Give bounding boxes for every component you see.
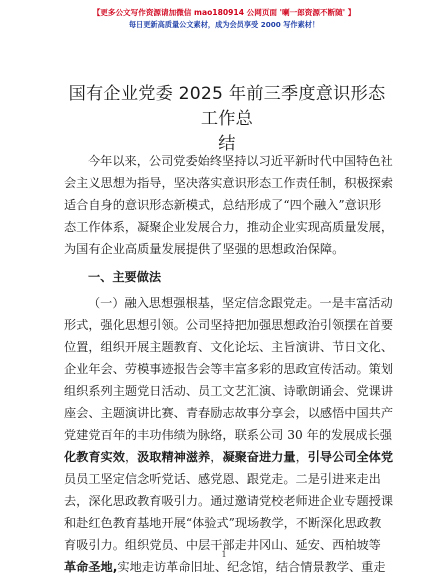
body-line: 形式，强化思想引领。公司坚持把加强思想政治引领摆在首要 [64,318,394,332]
bold-phrase: 汲取精神滋养 [137,450,211,464]
body-line: 员员工坚定信念听党话、感党恩、跟党走。二是引进来走出 [64,472,381,486]
title-line: 国有企业党委 2025 年前三季度意识形态工作总 [68,84,386,129]
intro-line: 为国有企业高质量发展提供了坚强的思想政治保障。 [64,242,345,256]
title-line: 结 [218,134,236,154]
bold-phrase: 凝聚奋进力量 [222,450,296,464]
bold-phrase: 化教育实效 [64,450,125,464]
body-line: 企业年会、劳模事迹报告会等丰富多彩的思政宣传活动。策划 [64,362,394,376]
body-line: 和赴红色教育基地开展“体验式”现场教学，不断深化思政教 [64,516,382,530]
body-line-mixed [64,556,386,578]
body-line: 去，深化思政教育吸引力。通过邀请党校老师进企业专题授课 [64,494,394,508]
promo-banner-red[interactable]: 【更多公文写作资源请加微信 mao180914 公网页面 '喇一郎资源不断随' 】 [92,8,356,17]
intro-line: 今年以来，公司党委始终坚持以习近平新时代中国特色社 [88,154,393,168]
body-line: 育吸引力。组织党员、中层干部走井冈山、延安、西柏坡等 [64,538,381,552]
document-title [60,82,394,157]
body-line: 组织系列主题党日活动、员工文艺汇演、诗歌朗诵会、党课讲 [64,384,394,398]
intro-line: 态工作体系，凝聚企业发展合力，推动企业实现高质量发展， [64,220,394,234]
body-line: （一）融入思想强根基，坚定信念跟党走。一是丰富活动 [88,296,393,310]
page-number: 1 [221,550,227,559]
section-heading: 一、主要做法 [88,270,162,284]
body-line: 座会、主题演讲比赛、青春励志故事分享会，以感悟中国共产 [64,406,394,420]
intro-line: 会主义思想为指导，坚决落实意识形态工作责任制，积极探索 [64,176,394,190]
body-line-mixed [64,446,393,468]
body-line: 位置，组织开展主题教育、文化论坛、主旨演讲、节日文化、 [64,340,394,354]
body-line: 党建党百年的丰功伟绩为脉络，联系公司 30 年的发展成长强 [64,428,392,442]
intro-line: 适合自身的意识形态新模式，总结形成了“四个融入”意识形 [64,198,382,212]
bold-phrase: 引导公司全体党 [307,450,394,464]
body-text: 实地走访革命旧址、纪念馆，结合情景教学、重走 [117,560,386,574]
punctuation: ， [210,450,223,464]
punctuation: ， [295,450,308,464]
bold-phrase: 革命圣地, [64,560,118,574]
punctuation: ， [124,450,138,464]
promo-banner-blue[interactable]: 每日更新高质量公文素材，成为会员享受 2000 写作素材！ [128,20,320,29]
